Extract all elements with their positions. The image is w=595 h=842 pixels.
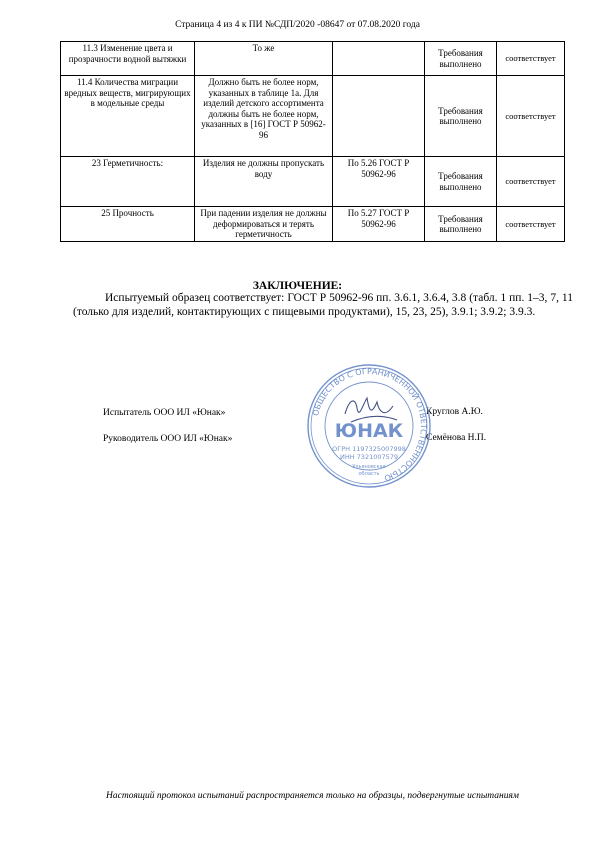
table-row xyxy=(61,207,565,242)
company-stamp xyxy=(305,362,433,495)
table-row xyxy=(61,76,565,157)
result-cell: Требования выполнено xyxy=(425,207,497,242)
method-cell: По 5.27 ГОСТ Р 50962-96 xyxy=(333,207,425,242)
conformity-cell: соответствует xyxy=(497,207,565,242)
stamp-ring-text: ОБЩЕСТВО С ОГРАНИЧЕННОЙ ОТВЕТСТВЕННОСТЬЮ xyxy=(311,366,429,483)
norm-cell: Должно быть не более норм, указанных в таблице 1а. Для изделий детского ассортимента должны быть не более норм, указанных в [16] ГОСТ Р 50962-96 xyxy=(195,76,333,157)
method-cell xyxy=(333,76,425,157)
table-row xyxy=(61,42,565,76)
method-cell: По 5.26 ГОСТ Р 50962-96 xyxy=(333,157,425,207)
head-name: Семёнова Н.П. xyxy=(426,433,487,443)
stamp-region: Ульяновская xyxy=(352,464,386,470)
result-cell: Требования выполнено xyxy=(425,42,497,76)
tester-role: Испытатель ООО ИЛ «Юнак» xyxy=(103,408,226,418)
tester-name: Круглов А.Ю. xyxy=(426,407,483,417)
param-cell: 11.4 Количества миграции вредных веществ, мигрирующих в модельные среды xyxy=(61,76,195,157)
stamp-seal xyxy=(305,362,433,490)
method-cell xyxy=(333,42,425,76)
page-header: Страница 4 из 4 к ПИ №СДП/2020 -08647 от 07.08.2020 года xyxy=(175,20,420,30)
head-role: Руководитель ООО ИЛ «Юнак» xyxy=(103,434,233,444)
param-cell: 11.3 Изменение цвета и прозрачности водной вытяжки xyxy=(61,42,195,76)
param-cell: 25 Прочность xyxy=(61,207,195,242)
conformity-cell: соответствует xyxy=(497,42,565,76)
stamp-inn: ИНН 7321007579 xyxy=(339,453,399,461)
signature-scribble xyxy=(345,398,397,422)
results-table xyxy=(60,41,565,242)
stamp-ogrn: ОГРН 1197325007998 xyxy=(332,445,406,453)
page-footer: Настоящий протокол испытаний распространяется только на образцы, подвергнутые испытаниям xyxy=(106,791,519,801)
param-cell: 23 Герметичность: xyxy=(61,157,195,207)
norm-cell: То же xyxy=(195,42,333,76)
conclusion-title: ЗАКЛЮЧЕНИЕ: xyxy=(252,280,343,292)
stamp-region-2: область xyxy=(358,471,380,477)
conformity-cell: соответствует xyxy=(497,157,565,207)
norm-cell: Изделия не должны пропускать воду xyxy=(195,157,333,207)
table-row xyxy=(61,157,565,207)
norm-cell: При падении изделия не должны деформироваться и терять герметичность xyxy=(195,207,333,242)
stamp-name: ЮНАК xyxy=(334,420,404,442)
conclusion-text: Испытуемый образец соответствует: ГОСТ Р 50962-96 пп. 3.6.1, 3.6.4, 3.8 (табл. 1 пп. 1–3, 7, 11 (только для изделий, контактирующих с пищевыми продуктами), 15, 23, 25), 3.9.1; 3.9.2; 3.9.3. xyxy=(73,292,573,318)
conformity-cell: соответствует xyxy=(497,76,565,157)
result-cell: Требования выполнено xyxy=(425,157,497,207)
result-cell: Требования выполнено xyxy=(425,76,497,157)
